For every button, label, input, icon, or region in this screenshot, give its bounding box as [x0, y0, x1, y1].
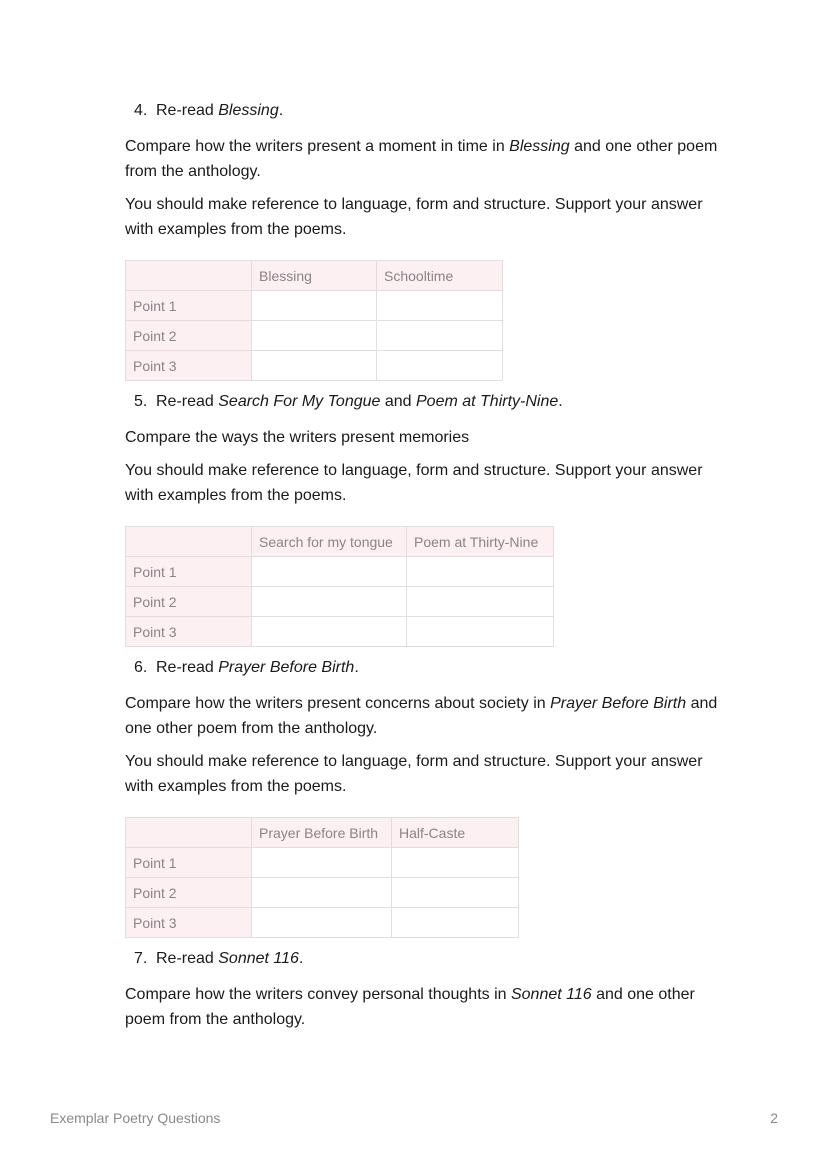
comparison-table: [125, 817, 519, 938]
poem-title: Search For My Tongue: [218, 393, 381, 410]
table-row: [126, 291, 503, 321]
poem-title: Sonnet 116: [218, 950, 299, 967]
question-6: [125, 657, 735, 938]
row-label: Point 1: [126, 291, 252, 321]
table-header-cell: Schooltime: [377, 261, 503, 291]
poem-title: Poem at Thirty-Nine: [416, 393, 559, 410]
table-header-cell: Half-Caste: [392, 818, 519, 848]
question-heading: 6. Re-read Prayer Before Birth.: [125, 657, 735, 679]
question-instruction: You should make reference to language, form and structure. Support your answer with examples from the poems.: [125, 462, 703, 504]
answer-cell[interactable]: [252, 321, 377, 351]
table-header-row: [126, 527, 554, 557]
row-label: Point 1: [126, 848, 252, 878]
poem-title: Sonnet 116: [510, 986, 592, 1003]
question-instruction: You should make reference to language, form and structure. Support your answer with examples from the poems.: [125, 753, 703, 795]
row-label: Point 3: [126, 351, 252, 381]
question-4: [125, 100, 735, 381]
row-label: Point 1: [126, 557, 252, 587]
table-row: [126, 587, 554, 617]
comparison-table: [125, 260, 503, 381]
answer-cell[interactable]: [392, 908, 519, 938]
table-row: [126, 321, 503, 351]
question-5: [125, 391, 735, 647]
poem-title: Prayer Before Birth: [550, 695, 687, 712]
footer-title: Exemplar Poetry Questions: [50, 1110, 221, 1126]
question-number: 6.: [134, 659, 148, 676]
table-row: [126, 848, 519, 878]
table-row: [126, 908, 519, 938]
table-corner-cell: [126, 818, 252, 848]
answer-cell[interactable]: [252, 908, 392, 938]
question-7: [125, 948, 735, 1032]
answer-cell[interactable]: [252, 617, 407, 647]
table-header-cell: Prayer Before Birth: [252, 818, 392, 848]
question-heading: 7. Re-read Sonnet 116.: [125, 948, 735, 970]
poem-title: Blessing: [218, 102, 279, 119]
question-instruction: You should make reference to language, form and structure. Support your answer with examples from the poems.: [125, 196, 703, 238]
question-prompt: Compare how the writers present a moment in time in Blessing and one other poem from the anthology.: [125, 138, 718, 180]
question-number: 4.: [134, 102, 148, 119]
question-heading: 5. Re-read Search For My Tongue and Poem at Thirty-Nine.: [125, 391, 735, 413]
table-corner-cell: [126, 527, 252, 557]
answer-cell[interactable]: [392, 878, 519, 908]
answer-cell[interactable]: [377, 321, 503, 351]
row-label: Point 2: [126, 878, 252, 908]
table-header-cell: Blessing: [252, 261, 377, 291]
row-label: Point 2: [126, 321, 252, 351]
answer-cell[interactable]: [407, 557, 554, 587]
answer-cell[interactable]: [252, 557, 407, 587]
answer-cell[interactable]: [377, 291, 503, 321]
table-corner-cell: [126, 261, 252, 291]
table-header-cell: Poem at Thirty-Nine: [407, 527, 554, 557]
answer-cell[interactable]: [407, 617, 554, 647]
answer-cell[interactable]: [407, 587, 554, 617]
row-label: Point 2: [126, 587, 252, 617]
answer-cell[interactable]: [252, 878, 392, 908]
question-heading: 4. Re-read Blessing.: [125, 100, 735, 122]
page-number: 2: [770, 1110, 778, 1126]
answer-cell[interactable]: [392, 848, 519, 878]
answer-cell[interactable]: [252, 351, 377, 381]
table-row: [126, 351, 503, 381]
answer-cell[interactable]: [252, 848, 392, 878]
table-row: [126, 878, 519, 908]
comparison-table: [125, 526, 554, 647]
answer-cell[interactable]: [377, 351, 503, 381]
table-row: [126, 557, 554, 587]
poem-title: Blessing: [509, 138, 570, 155]
question-number: 5.: [134, 393, 148, 410]
table-header-row: [126, 261, 503, 291]
question-number: 7.: [134, 950, 148, 967]
document-body: [125, 100, 735, 1040]
table-header-row: [126, 818, 519, 848]
answer-cell[interactable]: [252, 291, 377, 321]
question-prompt: Compare the ways the writers present memories: [125, 429, 470, 446]
table-header-cell: Search for my tongue: [252, 527, 407, 557]
table-row: [126, 617, 554, 647]
question-prompt: Compare how the writers convey personal thoughts in Sonnet 116 and one other poem from the anthology.: [125, 986, 695, 1028]
question-prompt: Compare how the writers present concerns about society in Prayer Before Birth and one other poem from the anthology.: [125, 695, 718, 737]
poem-title: Prayer Before Birth: [218, 659, 355, 676]
row-label: Point 3: [126, 617, 252, 647]
row-label: Point 3: [126, 908, 252, 938]
answer-cell[interactable]: [252, 587, 407, 617]
